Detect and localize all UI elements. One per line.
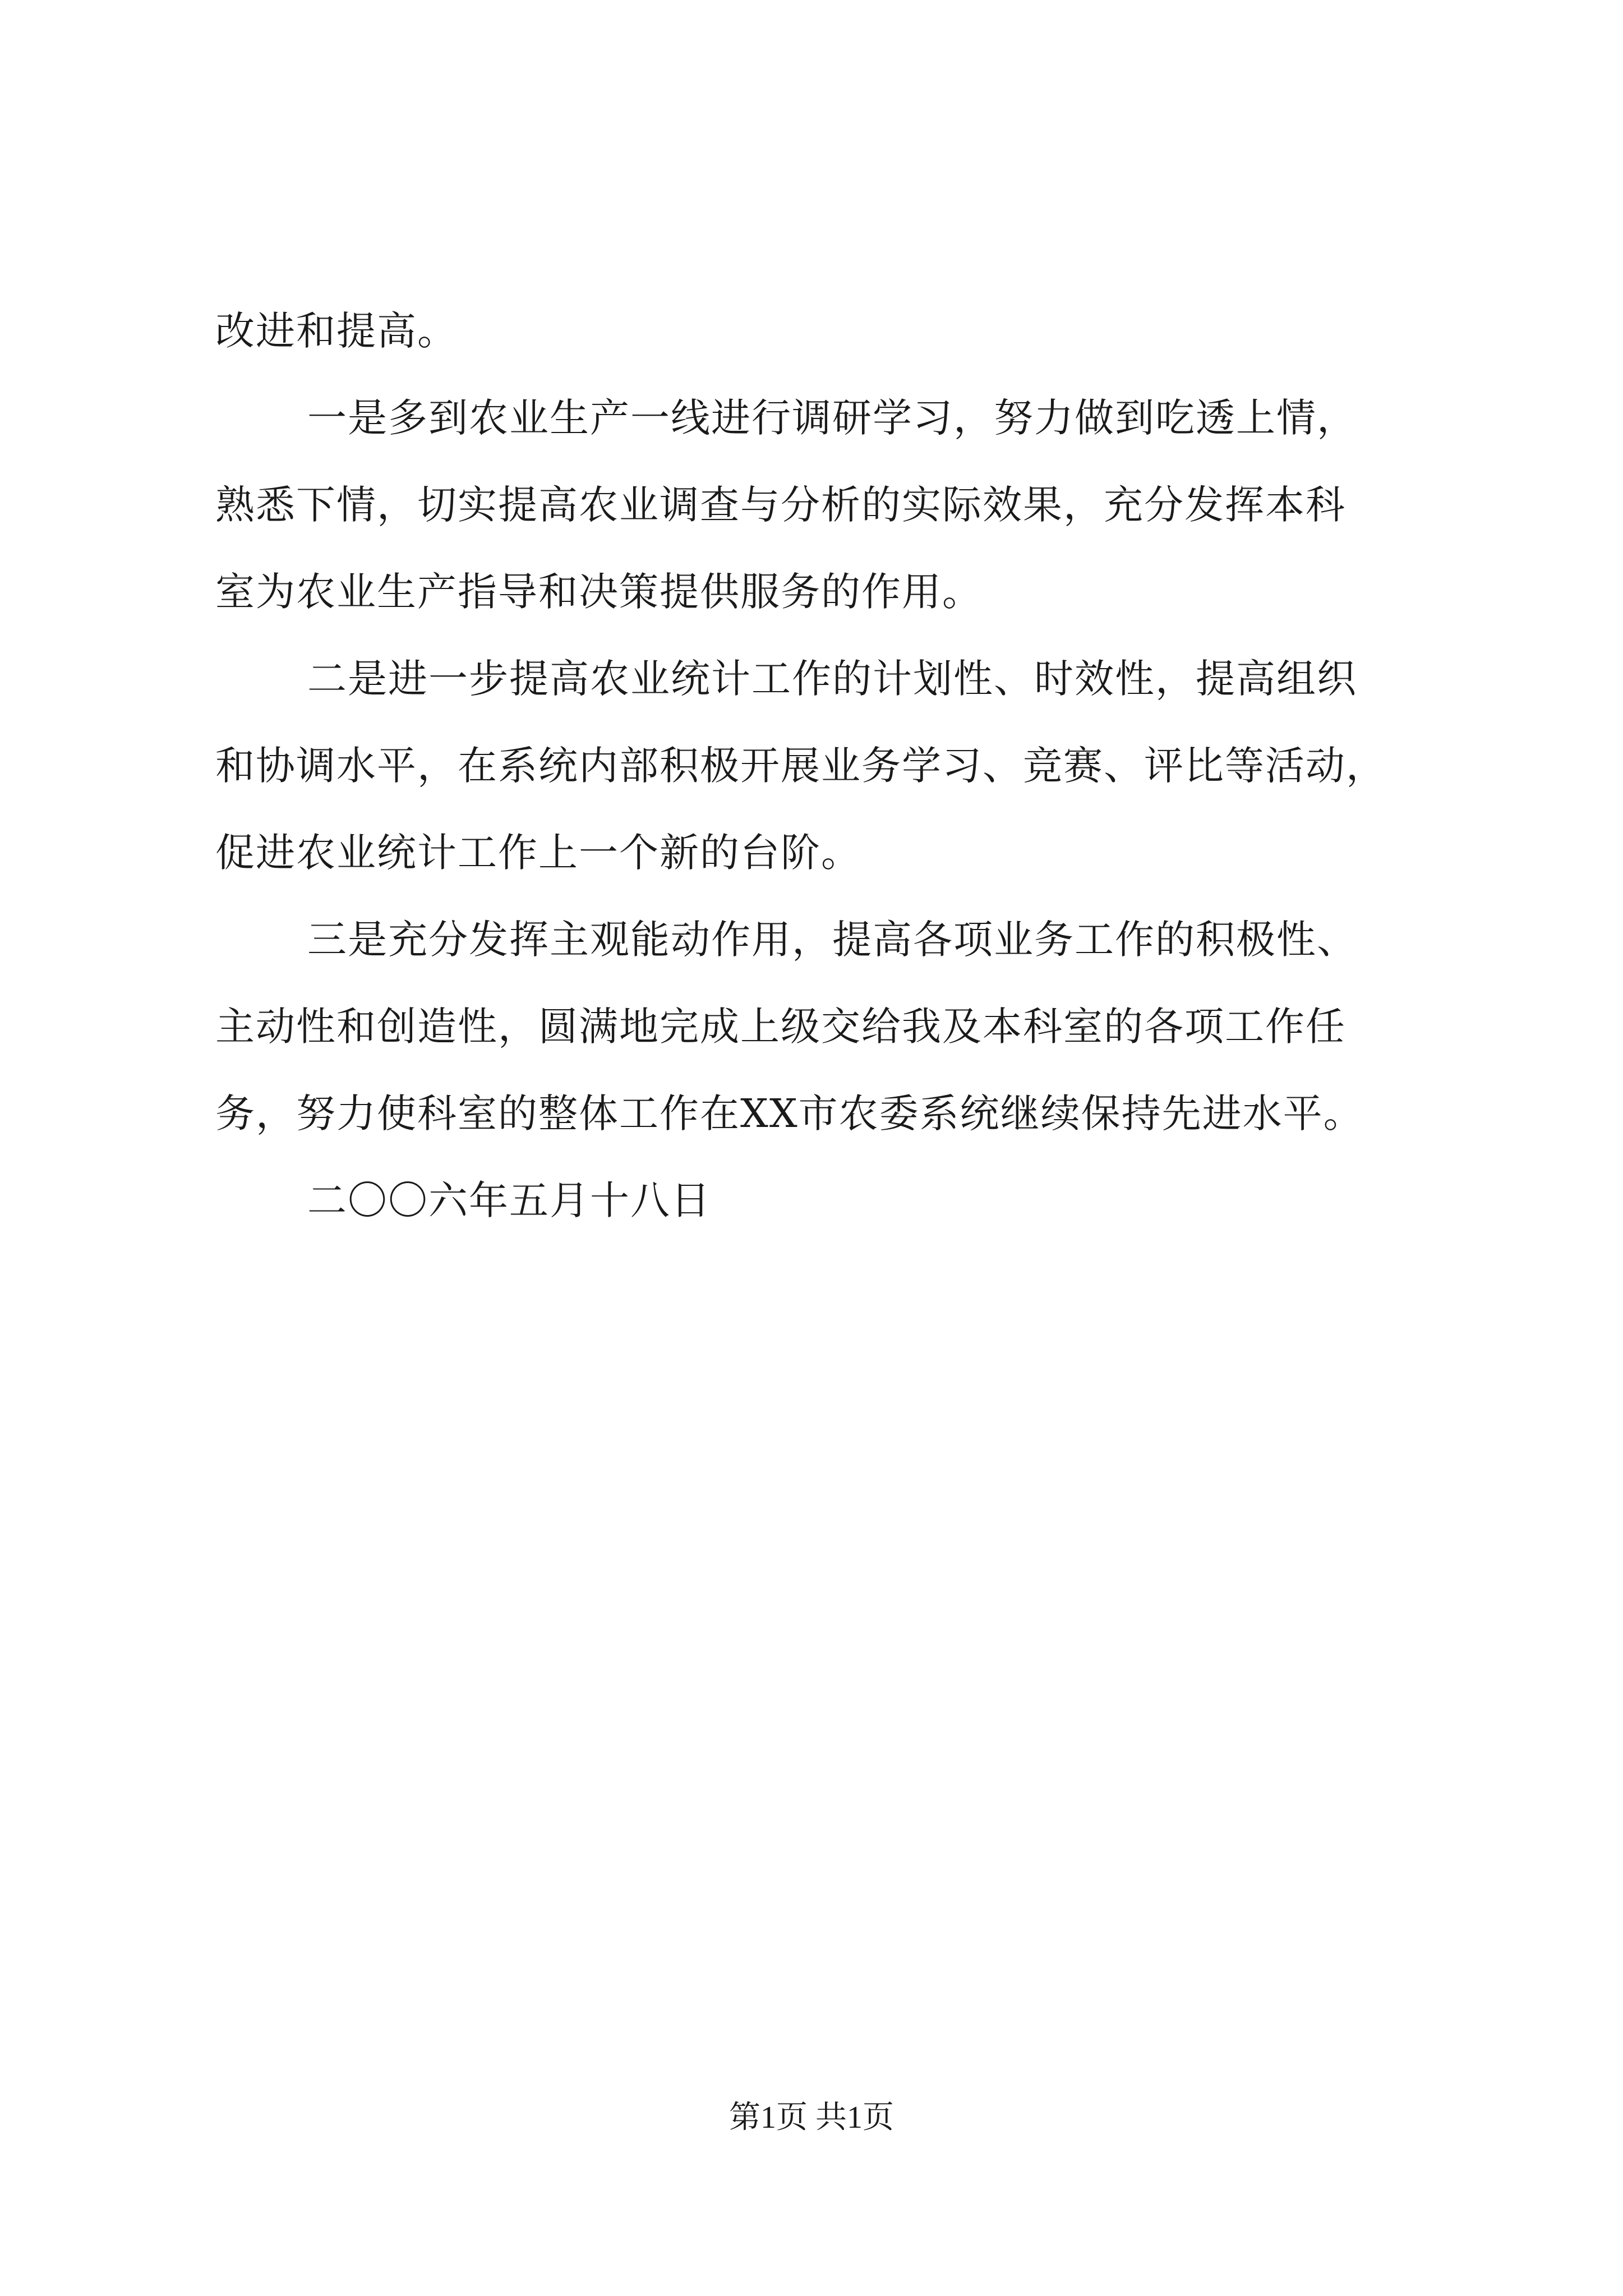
paragraph-line: 主动性和创造性，圆满地完成上级交给我及本科室的各项工作任: [215, 1004, 1346, 1050]
paragraph-line: 务，努力使科室的整体工作在XX市农委系统继续保持先进水平。: [215, 1091, 1364, 1137]
paragraph-line: 二是进一步提高农业统计工作的计划性、时效性，提高组织: [307, 656, 1357, 702]
paragraph-line: 室为农业生产指导和决策提供服务的作用。: [215, 569, 983, 615]
paragraph-line: 和协调水平，在系统内部积极开展业务学习、竞赛、评比等活动，: [215, 743, 1386, 789]
paragraph-line: 促进农业统计工作上一个新的台阶。: [215, 830, 861, 876]
date-line: 二〇〇六年五月十八日: [307, 1177, 711, 1223]
paragraph-line: 三是充分发挥主观能动作用，提高各项业务工作的积极性、: [307, 917, 1357, 963]
paragraph-line: 一是多到农业生产一线进行调研学习，努力做到吃透上情，: [307, 395, 1357, 441]
paragraph-line: 熟悉下情，切实提高农业调查与分析的实际效果，充分发挥本科: [215, 482, 1346, 528]
page-number-footer: 第1页 共1页: [729, 2100, 894, 2135]
paragraph-line: 改进和提高。: [215, 308, 458, 354]
